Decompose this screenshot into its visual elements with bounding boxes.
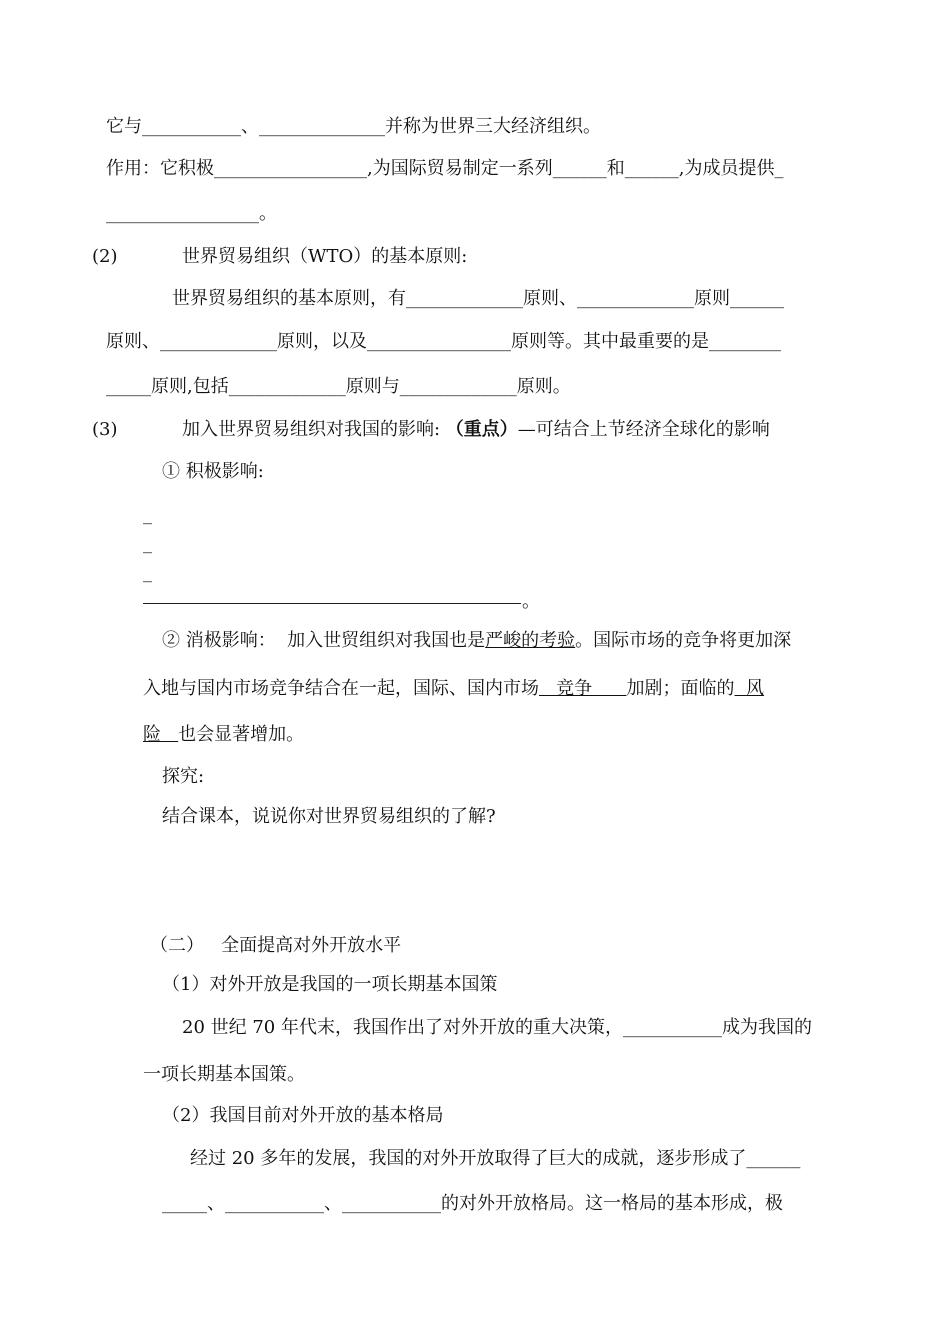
underlined-answer: 竞争	[539, 678, 627, 699]
section-2-number: (2)	[92, 246, 118, 267]
negative-impact-line-2	[143, 677, 764, 701]
blank-dash: _	[143, 504, 152, 525]
negative-impact-text: 加剧；面临的	[626, 678, 735, 699]
answer-period: 。	[522, 591, 540, 612]
part-2-paragraph-1: 20 世纪 70 年代末，我国作出了对外开放的重大决策，___________成为我国的	[182, 1017, 812, 1038]
wto-function-line-cont: _________________。	[106, 203, 277, 224]
negative-impact-line-3	[143, 723, 304, 747]
part-2-subheading-1: （1）对外开放是我国的一项长期基本国策	[162, 974, 498, 995]
negative-impact-text: ② 消极影响： 加入世贸组织对我国也是	[162, 630, 486, 651]
underlined-answer: 严峻的考验	[485, 630, 576, 651]
principles-line-1: 世界贸易组织的基本原则，有_____________原则、_____________原则______	[172, 288, 784, 309]
wto-comparison-line: 它与___________、______________并称为世界三大经济组织。	[106, 116, 601, 137]
negative-impact-text: 也会显著增加。	[178, 724, 305, 745]
key-point-marker: （重点）	[445, 419, 518, 440]
section-3-title-note: —可结合上节经济全球化的影响	[517, 419, 770, 440]
negative-impact-text: 入地与国内市场竞争结合在一起，国际、国内市场	[143, 678, 539, 699]
part-2-subheading-2: （2）我国目前对外开放的基本格局	[162, 1105, 444, 1126]
section-3-title-main: 加入世界贸易组织对我国的影响:	[182, 419, 446, 440]
part-2-paragraph-2: 经过 20 多年的发展，我国的对外开放取得了巨大的成就，逐步形成了______	[190, 1148, 801, 1169]
part-2-title: （二） 全面提高对外开放水平	[150, 935, 402, 956]
section-3-title	[182, 418, 770, 442]
part-2-paragraph-2-cont: _____、___________、___________的对外开放格局。这一格局的基本形成，极	[162, 1193, 783, 1214]
positive-impact-heading: ① 积极影响:	[162, 461, 264, 482]
negative-impact-line-1	[162, 629, 791, 653]
principles-line-2: 原则、_____________原则，以及________________原则等。其中最重要的是________	[106, 331, 781, 352]
section-3-number: (3)	[92, 419, 118, 440]
blank-dash: _	[143, 533, 152, 554]
part-2-paragraph-1-cont: 一项长期基本国策。	[143, 1064, 305, 1085]
underlined-answer: 险	[143, 724, 179, 745]
principles-line-3: _____原则,包括_____________原则与_____________原则。	[106, 376, 571, 397]
blank-dash: _	[143, 562, 152, 583]
wto-function-line: 作用：它积极_________________,为国际贸易制定一系列______和______,为成员提供_	[106, 158, 784, 179]
section-2-title: 世界贸易组织（WTO）的基本原则:	[182, 246, 468, 267]
underlined-answer: 风	[734, 678, 764, 699]
negative-impact-text: 。国际市场的竞争将更加深	[575, 630, 792, 651]
explore-heading: 探究:	[162, 766, 205, 787]
explore-question: 结合课本，说说你对世界贸易组织的了解?	[162, 806, 496, 827]
answer-rule	[143, 603, 521, 604]
